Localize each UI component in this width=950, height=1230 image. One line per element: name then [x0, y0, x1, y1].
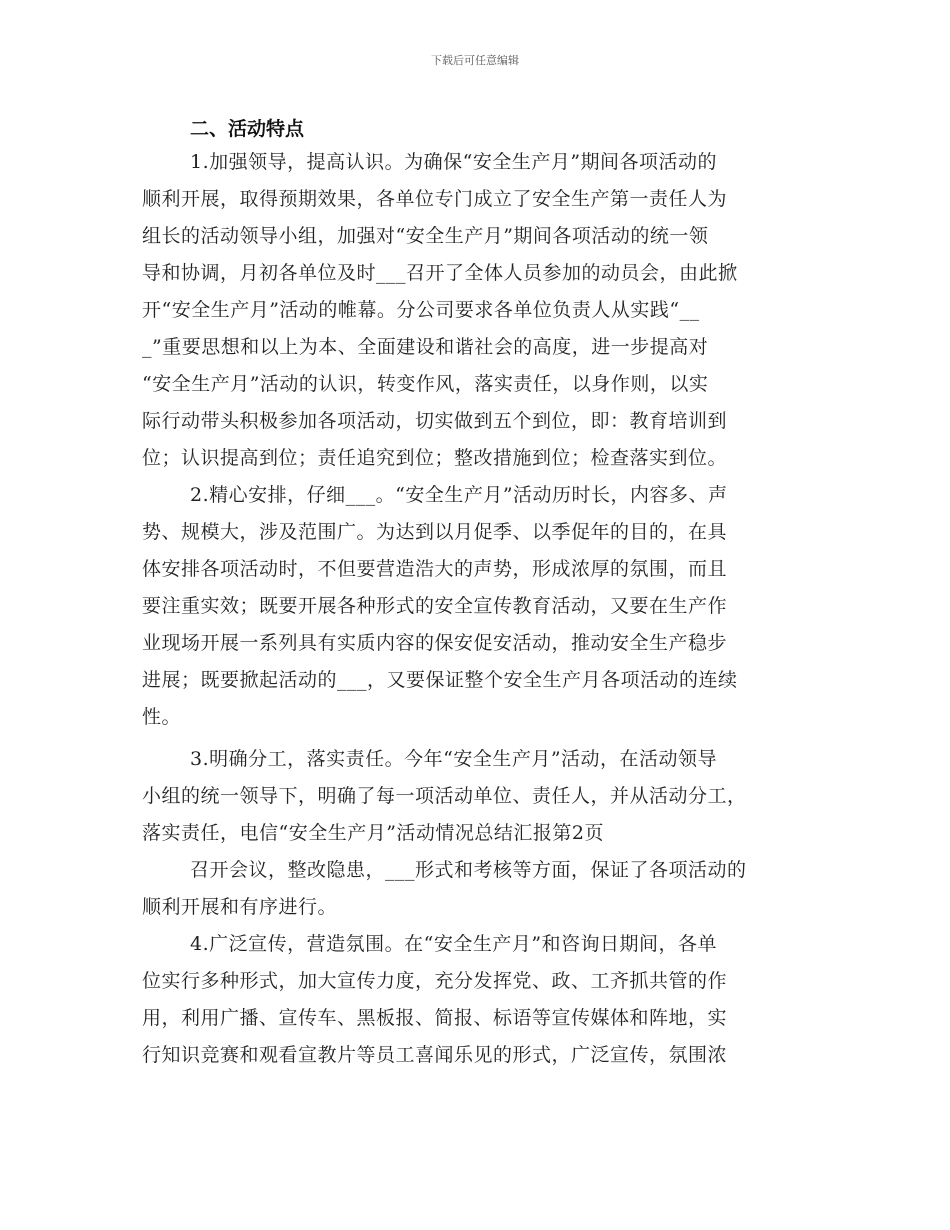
paragraph-line: 2.精心安排，仔细___。“安全生产月”活动历时长，内容多、声: [190, 484, 728, 506]
paragraph-line: 组长的活动领导小组，加强对“安全生产月”期间各项活动的统一领: [142, 225, 709, 247]
paragraph-line: 3.明确分工，落实责任。今年“安全生产月”活动，在活动领导: [190, 748, 718, 770]
paragraph-line: 位实行多种形式，加大宣传力度，充分发挥党、政、工齐抓共管的作: [142, 970, 728, 992]
paragraph-line: 要注重实效；既要开展各种形式的安全宣传教育活动，又要在生产作: [142, 595, 728, 617]
paragraph-line: “安全生产月”活动的认识，转变作风，落实责任，以身作则，以实: [142, 373, 709, 395]
paragraph-line: 导和协调，月初各单位及时___召开了全体人员参加的动员会，由此掀: [142, 262, 738, 284]
paragraph-line: 势、规模大，涉及范围广。为达到以月促季、以季促年的目的，在具: [142, 521, 728, 543]
page-header-note: 下载后可任意编辑: [431, 54, 519, 67]
paragraph-line: 业现场开展一系列具有实质内容的保安促安活动，推动安全生产稳步: [142, 632, 728, 654]
paragraph-line: 开“安全生产月”活动的帷幕。分公司要求各单位负责人从实践“__: [142, 299, 700, 321]
paragraph-line: 顺利开展和有序进行。: [142, 896, 338, 918]
paragraph-line: 行知识竞赛和观看宣教片等员工喜闻乐见的形式，广泛宣传，氛围浓: [142, 1044, 728, 1066]
paragraph-line: 进展；既要掀起活动的___，又要保证整个安全生产月各项活动的连续: [142, 669, 738, 691]
paragraph-line: 小组的统一领导下，明确了每一项活动单位、责任人，并从活动分工，: [142, 785, 747, 807]
paragraph-line: 落实责任，电信“安全生产月”活动情况总结汇报第2页: [142, 822, 605, 844]
paragraph-line: 顺利开展，取得预期效果，各单位专门成立了安全生产第一责任人为: [142, 188, 728, 210]
section-heading: 二、活动特点: [190, 118, 305, 140]
paragraph-line: 1.加强领导，提高认识。为确保“安全生产月”期间各项活动的: [190, 151, 718, 173]
paragraph-line: 际行动带头积极参加各项活动，切实做到五个到位，即：教育培训到: [142, 410, 728, 432]
paragraph-line: 位；认识提高到位；责任追究到位；整改措施到位；检查落实到位。: [142, 447, 728, 469]
paragraph-line: 用，利用广播、宣传车、黑板报、简报、标语等宣传媒体和阵地，实: [142, 1007, 728, 1029]
paragraph-line: 性。: [142, 706, 182, 728]
paragraph-line: 4.广泛宣传，营造氛围。在“安全生产月”和咨询日期间，各单: [190, 933, 718, 955]
paragraph-line: _”重要思想和以上为本、全面建设和谐社会的高度，进一步提高对: [142, 336, 709, 358]
paragraph-line: 召开会议，整改隐患，___形式和考核等方面，保证了各项活动的: [190, 859, 747, 881]
paragraph-line: 体安排各项活动时，不但要营造浩大的声势，形成浓厚的氛围，而且: [142, 558, 728, 580]
